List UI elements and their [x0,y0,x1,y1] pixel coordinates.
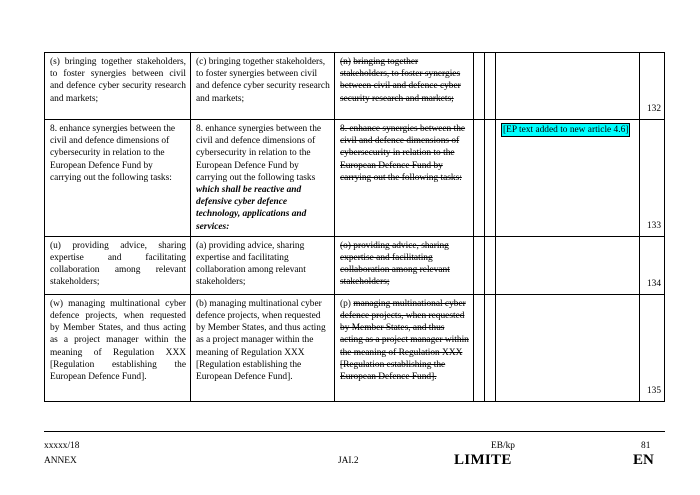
council-text-cell: 8. enhance synergies between the civil and defence dimensions of cybersecurity in relation to the European Defence Fund by carrying out the following tasks which shall be reactive and defensive cyber defence technology, applications and services: [191,120,335,237]
row-number: 132 [640,53,665,120]
added-text: which shall be reactive and defensive cyber defence technology, applications and services: [196,185,307,232]
page-number: 81 [641,441,651,451]
blank-cell [474,53,485,120]
doc-reference: xxxxx/18 [44,441,80,451]
deleted-text: 8. enhance synergies between the civil and defence dimensions of cybersecurity in relation to the European Defence Fund by carrying out the following tasks: [340,124,466,183]
compromise-text-cell [496,120,640,237]
deleted-text: bringing together stakeholders, to foster synergies between civil and defence cyber security research and markets; [340,57,461,104]
ep-note: [EP text added to new article 4.6] [501,123,630,137]
annex-label: ANNEX [44,456,77,466]
blank-cell [485,294,496,401]
table-row [45,120,665,237]
language-code: EN [633,452,654,468]
table-row [45,294,665,401]
deleted-text: (o) providing advice, sharing expertise and facilitating collaboration among relevant stakeholders; [340,240,450,288]
commission-text-cell: (w) managing multinational cyber defence projects, when requested by Member States, and thus acting as a project manager within the meaning of Regulation XXX [Regulation establishing the European Defence Fund]. [45,294,191,401]
parliament-text-cell [335,294,474,401]
compromise-text-cell [496,294,640,401]
parliament-text-cell [335,236,474,294]
deleted-prefix: (n) [340,57,351,67]
council-text-cell: (b) managing multinational cyber defence projects, when requested by Member States, and thus acting as a project manager within the meaning of Regulation XXX [Regulation establishing the European Defence Fund]. [191,294,335,401]
table-row [45,236,665,294]
commission-text-cell: 8. enhance synergies between the civil and defence dimensions of cybersecurity in relation to the European Defence Fund by carrying out the following tasks: [45,120,191,237]
unit-label: JAI.2 [338,456,359,466]
blank-cell [485,236,496,294]
blank-cell [474,294,485,401]
row-number: 134 [640,236,665,294]
blank-cell [474,120,485,237]
blank-cell [485,53,496,120]
row-number: 133 [640,120,665,237]
compromise-text-cell [496,53,640,120]
classification-label: LIMITE [454,452,512,468]
blank-cell [474,236,485,294]
table-row [45,53,665,120]
comparison-table [44,52,665,402]
council-text-cell: (c) bringing together stakeholders, to foster synergies between civil and defence cyber security research and markets; [191,53,335,120]
council-text-cell: (a) providing advice, sharing expertise and facilitating collaboration among relevant stakeholders; [191,236,335,294]
blank-cell [485,120,496,237]
article-prefix: (p) [340,298,351,309]
commission-text-cell: (u) providing advice, sharing expertise and facilitating collaboration among relevant stakeholders; [45,236,191,294]
parliament-text-cell [335,120,474,237]
footer-divider [44,431,665,432]
parliament-text-cell [335,53,474,120]
commission-text-cell: (s) bringing together stakeholders, to foster synergies between civil and defence cyber security research and markets; [45,53,191,120]
deleted-text: managing multinational cyber defence projects, when requested by Member States, and thus acting as a project manager within the meaning of Regulation XXX [Regulation establishing the European Defence Fund]. [340,298,469,383]
initials-label: EB/kp [491,441,515,451]
row-number: 135 [640,294,665,401]
compromise-text-cell [496,236,640,294]
